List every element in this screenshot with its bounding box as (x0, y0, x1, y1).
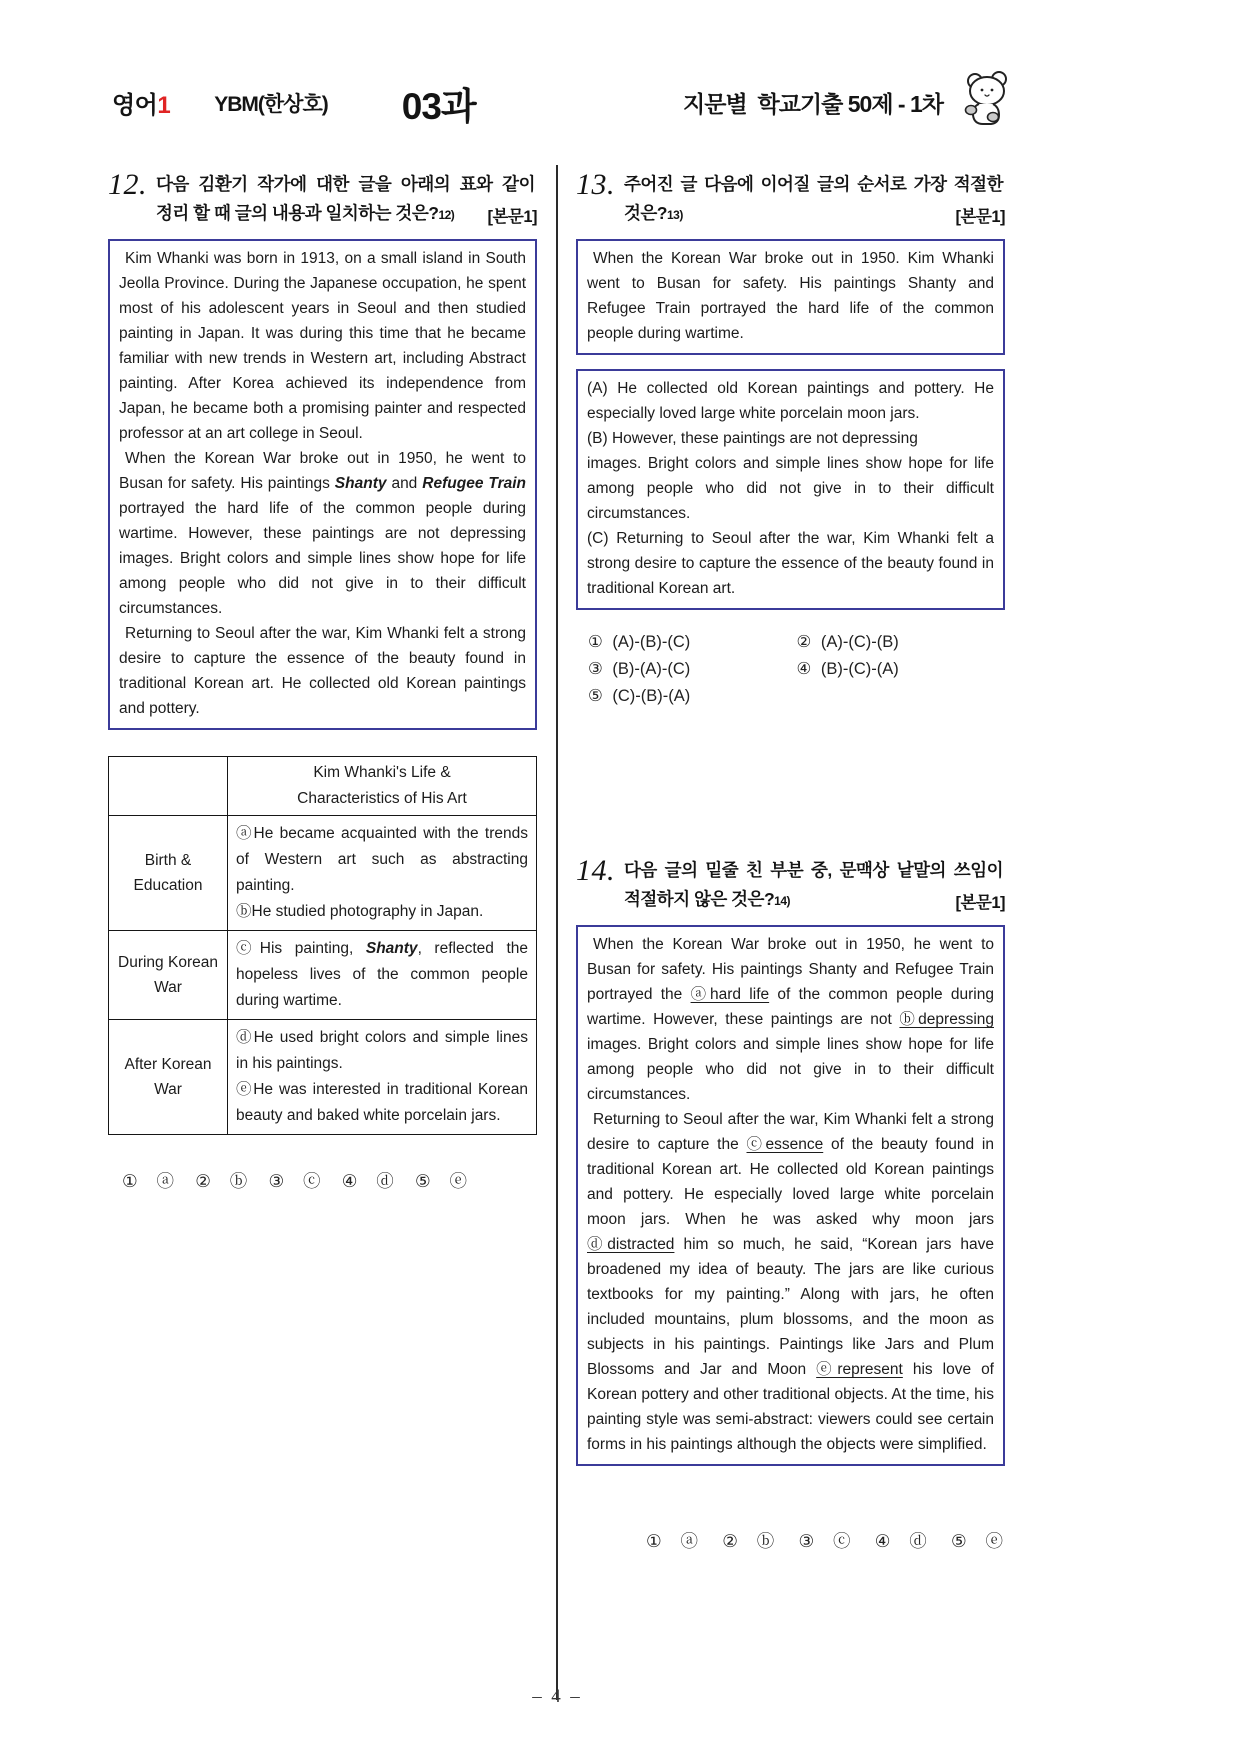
table-corner-cell (109, 757, 228, 816)
passage-paragraph: Returning to Seoul after the war, Kim Whanki felt a strong desire to capture the ⓒessence of the beauty found in traditional Korean art. He collected old Korean paintings and pottery. He especially loved large white porcelain moon jars. When he was asked why moon jars ⓓdistracted him so much, he said, “Korean jars have broadened my idea of beauty. The jars are like curious textbooks for my painting.” Along with jars, he often included mountains, plum blossoms, and the moon as subjects in his paintings. Paintings like Jars and Plum Blossoms and Jar and Moon ⓔrepresent his love of Korean pottery and other traditional objects. At the time, his painting style was semi-abstract: viewers could see certain forms in his paintings although the objects were simplified. (587, 1111, 995, 1453)
q12-passage-box (108, 239, 537, 730)
choice-option-5: ⑤ ⓔ (950, 1531, 1003, 1551)
q14-passage-box (576, 925, 1005, 1466)
choice-option-1: ① (A)-(B)-(C) (588, 633, 691, 651)
subject-number: 1 (157, 92, 171, 119)
row-label: During Korean War (109, 931, 228, 1020)
q13-order-box (576, 369, 1005, 610)
question-prompt (624, 856, 1005, 916)
question-prompt (156, 170, 537, 230)
passage-paragraph: Kim Whanki was born in 1913, on a small island in South Jeolla Province. During the Japanese occupation, he spent most of his adolescent years in Seoul and then studied painting in Japan. It was during this time that he became familiar with new trends in Western art, including Abstract painting. After Korea achieved its independence from Japan, he became both a promising painter and respected professor at an art college in Seoul. (119, 250, 526, 442)
content-columns (108, 170, 1005, 1553)
passage-paragraph: When the Korean War broke out in 1950, he went to Busan for safety. His paintings Shanty and Refugee Train portrayed the ⓐhard life of the common people during wartime. However, these paintings are not ⓑdepressing images. Bright colors and simple lines show hope for life among people who did not give in to their difficult circumstances. (587, 936, 994, 1103)
choice-option-4: ④ ⓓ (874, 1531, 927, 1551)
table-title-cell (228, 757, 537, 816)
choice-option-1: ① ⓐ (122, 1171, 175, 1191)
row-content-item: ⓓHe used bright colors and simple lines in his paintings. (236, 1029, 528, 1072)
q12-summary-table (108, 756, 537, 1135)
table-title-line: Characteristics of His Art (297, 790, 467, 807)
question-number: 12. (108, 168, 147, 201)
q13-given-box (576, 239, 1005, 355)
row-content-item: ⓔHe was interested in traditional Korean beauty and baked white porcelain jars. (236, 1081, 528, 1124)
passage-paragraph: When the Korean War broke out in 1950, he went to Busan for safety. His paintings Shanty and Refugee Train portrayed the hard life of the common people during wartime. However, these paintings are not depressing images. Bright colors and simple lines show hope for life among people who did not give in to their difficult circumstances. (119, 450, 527, 617)
source-tag: [본문1] (955, 894, 1005, 912)
q13-choices (576, 632, 1005, 706)
question-number: 14. (576, 854, 615, 887)
publisher-label: YBM(한상호) (214, 92, 328, 116)
q14-choices (576, 1528, 1005, 1553)
prompt-text: 다음 김환기 작가에 대한 글을 아래의 표와 같이 정리 할 때 글의 내용과 일치하는 것은? (156, 174, 535, 223)
row-content-item: ⓒHis painting, Shanty, reflected the hopeless lives of the common people during wartime. (236, 940, 528, 1009)
choice-option-4: ④ (B)-(C)-(A) (796, 660, 899, 678)
table-row (109, 931, 537, 1020)
choice-option-3: ③ (B)-(A)-(C) (588, 660, 691, 678)
row-label: Birth & Education (109, 816, 228, 931)
question-14-header (576, 856, 1005, 916)
table-row (109, 1020, 537, 1135)
footnote-mark: 14) (774, 894, 790, 908)
choice-option-3: ③ ⓒ (798, 1531, 851, 1551)
choice-option-2: ② ⓑ (722, 1531, 775, 1551)
order-item-B-line2: images. Bright colors and simple lines show hope for life among people who did not give in to their difficult circumstances. (587, 455, 994, 522)
source-tag: [본문1] (955, 208, 1005, 226)
table-title-line: Kim Whanki's Life & (313, 764, 451, 781)
left-column (108, 170, 537, 1553)
bear-mascot-icon (959, 70, 1015, 135)
choice-option-5: ⑤ (C)-(B)-(A) (588, 687, 691, 705)
row-content (228, 931, 537, 1020)
row-content (228, 816, 537, 931)
page-header (112, 70, 1015, 135)
choice-option-2: ② ⓑ (195, 1171, 248, 1191)
footnote-mark: 12) (438, 208, 455, 222)
q12-choices (108, 1168, 537, 1193)
row-content-item: ⓐHe became acquainted with the trends of Western art such as abstracting painting. (236, 825, 528, 894)
right-column (576, 170, 1005, 1553)
prompt-text: 다음 글의 밑줄 친 부분 중, 문맥상 낱말의 쓰임이 적절하지 않은 것은? (624, 860, 1003, 909)
row-label: After Korean War (109, 1020, 228, 1135)
order-item-B-line1: (B) However, these paintings are not depressing (587, 430, 918, 447)
subject-name: 영어 (112, 92, 158, 119)
given-text: When the Korean War broke out in 1950. Kim Whanki went to Busan for safety. His paintings Shanty and Refugee Train portrayed the hard life of the common people during wartime. (587, 250, 994, 342)
choice-option-5: ⑤ ⓔ (414, 1171, 467, 1191)
question-12-header (108, 170, 537, 230)
order-item-A: (A) He collected old Korean paintings and pottery. He especially loved large white porcelain moon jars. (587, 380, 994, 422)
row-content-item: ⓑHe studied photography in Japan. (236, 903, 484, 920)
table-row (109, 816, 537, 931)
order-item-C: (C) Returning to Seoul after the war, Kim Whanki felt a strong desire to capture the essence of the beauty found in traditional Korean art. (587, 530, 994, 597)
question-14-block (576, 856, 1005, 1553)
question-number: 13. (576, 168, 615, 201)
choice-option-4: ④ ⓓ (341, 1171, 394, 1191)
subject-label (112, 85, 170, 120)
question-13-header (576, 170, 1005, 230)
choice-option-1: ① ⓐ (646, 1531, 699, 1551)
prompt-text: 주어진 글 다음에 이어질 글의 순서로 가장 적절한 것은? (624, 174, 1003, 223)
table-header-row (109, 757, 537, 816)
choice-option-2: ② (A)-(C)-(B) (796, 633, 899, 651)
source-tag: [본문1] (487, 208, 537, 226)
worksheet-title: 지문별 학교기출 50제 - 1차 (683, 91, 943, 117)
question-prompt (624, 170, 1005, 230)
choice-option-3: ③ ⓒ (268, 1171, 321, 1191)
unit-label: 03과 (401, 85, 476, 127)
passage-paragraph: Returning to Seoul after the war, Kim Whanki felt a strong desire to capture the essence of the beauty found in traditional Korean art. He collected old Korean paintings and pottery. (119, 625, 526, 717)
row-content (228, 1020, 537, 1135)
footnote-mark: 13) (667, 208, 683, 222)
page-number: – 4 – (532, 1686, 580, 1707)
